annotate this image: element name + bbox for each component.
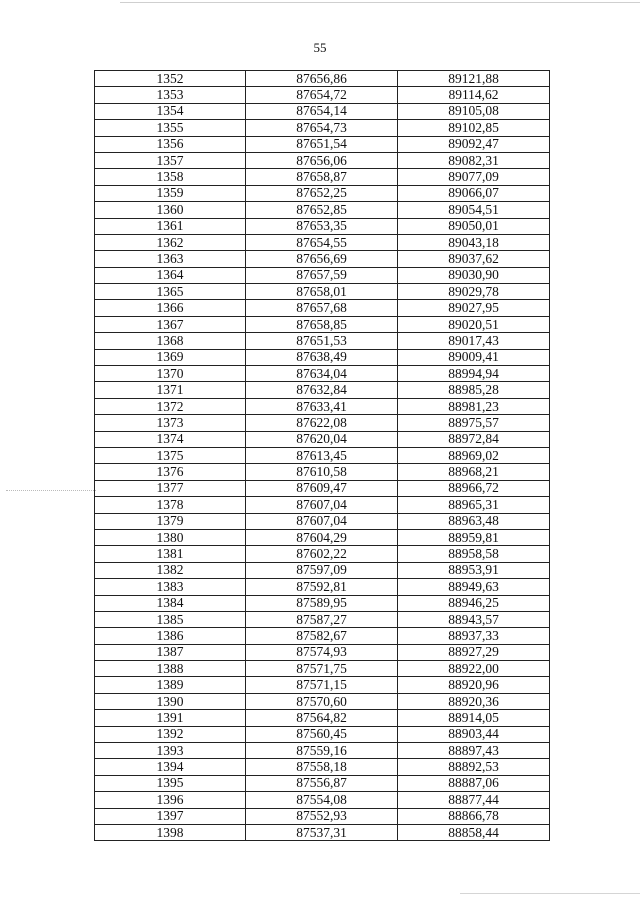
x-coordinate-cell: 87613,45: [246, 447, 398, 463]
table-row: [95, 234, 550, 250]
table-row: [95, 808, 550, 824]
y-coordinate-cell: 88953,91: [398, 562, 550, 578]
x-coordinate-cell: 87607,04: [246, 497, 398, 513]
x-coordinate-cell: 87654,55: [246, 234, 398, 250]
y-coordinate-cell: 88866,78: [398, 808, 550, 824]
table-row: [95, 579, 550, 595]
table-row: [95, 202, 550, 218]
table-row: [95, 726, 550, 742]
table-row: [95, 628, 550, 644]
point-number-cell: 1383: [95, 579, 246, 595]
table-row: [95, 152, 550, 168]
table-row: [95, 497, 550, 513]
y-coordinate-cell: 89029,78: [398, 284, 550, 300]
y-coordinate-cell: 89020,51: [398, 316, 550, 332]
y-coordinate-cell: 88920,36: [398, 693, 550, 709]
table-row: [95, 71, 550, 87]
table-row: [95, 284, 550, 300]
point-number-cell: 1387: [95, 644, 246, 660]
x-coordinate-cell: 87658,87: [246, 169, 398, 185]
table-row: [95, 136, 550, 152]
x-coordinate-cell: 87558,18: [246, 759, 398, 775]
table-row: [95, 415, 550, 431]
point-number-cell: 1356: [95, 136, 246, 152]
table-row: [95, 743, 550, 759]
x-coordinate-cell: 87657,59: [246, 267, 398, 283]
point-number-cell: 1381: [95, 546, 246, 562]
x-coordinate-cell: 87592,81: [246, 579, 398, 595]
table-row: [95, 267, 550, 283]
x-coordinate-cell: 87638,49: [246, 349, 398, 365]
table-row: [95, 316, 550, 332]
x-coordinate-cell: 87570,60: [246, 693, 398, 709]
point-number-cell: 1380: [95, 529, 246, 545]
x-coordinate-cell: 87651,54: [246, 136, 398, 152]
table-row: [95, 382, 550, 398]
x-coordinate-cell: 87587,27: [246, 611, 398, 627]
y-coordinate-cell: 88985,28: [398, 382, 550, 398]
table-row: [95, 513, 550, 529]
y-coordinate-cell: 88959,81: [398, 529, 550, 545]
point-number-cell: 1365: [95, 284, 246, 300]
coordinates-table: [94, 70, 550, 841]
x-coordinate-cell: 87654,73: [246, 120, 398, 136]
point-number-cell: 1395: [95, 775, 246, 791]
table-row: [95, 595, 550, 611]
table-row: [95, 120, 550, 136]
point-number-cell: 1370: [95, 366, 246, 382]
y-coordinate-cell: 88920,96: [398, 677, 550, 693]
table-row: [95, 251, 550, 267]
x-coordinate-cell: 87582,67: [246, 628, 398, 644]
y-coordinate-cell: 89050,01: [398, 218, 550, 234]
point-number-cell: 1363: [95, 251, 246, 267]
point-number-cell: 1362: [95, 234, 246, 250]
table-row: [95, 333, 550, 349]
x-coordinate-cell: 87571,15: [246, 677, 398, 693]
x-coordinate-cell: 87574,93: [246, 644, 398, 660]
y-coordinate-cell: 88981,23: [398, 398, 550, 414]
point-number-cell: 1355: [95, 120, 246, 136]
y-coordinate-cell: 89037,62: [398, 251, 550, 267]
point-number-cell: 1379: [95, 513, 246, 529]
table-row: [95, 103, 550, 119]
point-number-cell: 1375: [95, 447, 246, 463]
table-row: [95, 480, 550, 496]
x-coordinate-cell: 87609,47: [246, 480, 398, 496]
x-coordinate-cell: 87633,41: [246, 398, 398, 414]
point-number-cell: 1359: [95, 185, 246, 201]
point-number-cell: 1366: [95, 300, 246, 316]
point-number-cell: 1386: [95, 628, 246, 644]
x-coordinate-cell: 87654,72: [246, 87, 398, 103]
x-coordinate-cell: 87658,85: [246, 316, 398, 332]
x-coordinate-cell: 87654,14: [246, 103, 398, 119]
x-coordinate-cell: 87656,06: [246, 152, 398, 168]
y-coordinate-cell: 88994,94: [398, 366, 550, 382]
x-coordinate-cell: 87652,25: [246, 185, 398, 201]
y-coordinate-cell: 88897,43: [398, 743, 550, 759]
y-coordinate-cell: 89121,88: [398, 71, 550, 87]
y-coordinate-cell: 88937,33: [398, 628, 550, 644]
point-number-cell: 1390: [95, 693, 246, 709]
page-number: 55: [313, 40, 327, 55]
x-coordinate-cell: 87564,82: [246, 710, 398, 726]
table-row: [95, 431, 550, 447]
y-coordinate-cell: 89082,31: [398, 152, 550, 168]
x-coordinate-cell: 87658,01: [246, 284, 398, 300]
x-coordinate-cell: 87651,53: [246, 333, 398, 349]
table-row: [95, 300, 550, 316]
point-number-cell: 1358: [95, 169, 246, 185]
y-coordinate-cell: 88858,44: [398, 824, 550, 840]
x-coordinate-cell: 87653,35: [246, 218, 398, 234]
point-number-cell: 1352: [95, 71, 246, 87]
x-coordinate-cell: 87622,08: [246, 415, 398, 431]
point-number-cell: 1357: [95, 152, 246, 168]
table-row: [95, 775, 550, 791]
y-coordinate-cell: 88966,72: [398, 480, 550, 496]
table-row: [95, 464, 550, 480]
point-number-cell: 1360: [95, 202, 246, 218]
y-coordinate-cell: 88958,58: [398, 546, 550, 562]
point-number-cell: 1367: [95, 316, 246, 332]
point-number-cell: 1389: [95, 677, 246, 693]
y-coordinate-cell: 89102,85: [398, 120, 550, 136]
y-coordinate-cell: 89092,47: [398, 136, 550, 152]
point-number-cell: 1396: [95, 792, 246, 808]
table-row: [95, 693, 550, 709]
point-number-cell: 1371: [95, 382, 246, 398]
table-row: [95, 824, 550, 840]
point-number-cell: 1373: [95, 415, 246, 431]
point-number-cell: 1384: [95, 595, 246, 611]
y-coordinate-cell: 88922,00: [398, 661, 550, 677]
point-number-cell: 1394: [95, 759, 246, 775]
point-number-cell: 1388: [95, 661, 246, 677]
table-row: [95, 87, 550, 103]
x-coordinate-cell: 87656,69: [246, 251, 398, 267]
table-row: [95, 546, 550, 562]
x-coordinate-cell: 87560,45: [246, 726, 398, 742]
point-number-cell: 1397: [95, 808, 246, 824]
y-coordinate-cell: 89054,51: [398, 202, 550, 218]
point-number-cell: 1391: [95, 710, 246, 726]
table-row: [95, 792, 550, 808]
point-number-cell: 1385: [95, 611, 246, 627]
y-coordinate-cell: 88975,57: [398, 415, 550, 431]
y-coordinate-cell: 88968,21: [398, 464, 550, 480]
point-number-cell: 1378: [95, 497, 246, 513]
table-row: [95, 710, 550, 726]
table-row: [95, 529, 550, 545]
table-row: [95, 398, 550, 414]
scan-edge-bottom: [460, 893, 640, 894]
y-coordinate-cell: 88927,29: [398, 644, 550, 660]
point-number-cell: 1393: [95, 743, 246, 759]
x-coordinate-cell: 87597,09: [246, 562, 398, 578]
y-coordinate-cell: 89105,08: [398, 103, 550, 119]
table-row: [95, 218, 550, 234]
y-coordinate-cell: 89017,43: [398, 333, 550, 349]
point-number-cell: 1377: [95, 480, 246, 496]
y-coordinate-cell: 88887,06: [398, 775, 550, 791]
x-coordinate-cell: 87620,04: [246, 431, 398, 447]
x-coordinate-cell: 87607,04: [246, 513, 398, 529]
point-number-cell: 1364: [95, 267, 246, 283]
y-coordinate-cell: 88892,53: [398, 759, 550, 775]
table-row: [95, 349, 550, 365]
table-row: [95, 169, 550, 185]
y-coordinate-cell: 88965,31: [398, 497, 550, 513]
table-row: [95, 759, 550, 775]
x-coordinate-cell: 87556,87: [246, 775, 398, 791]
x-coordinate-cell: 87589,95: [246, 595, 398, 611]
y-coordinate-cell: 89030,90: [398, 267, 550, 283]
x-coordinate-cell: 87652,85: [246, 202, 398, 218]
x-coordinate-cell: 87554,08: [246, 792, 398, 808]
y-coordinate-cell: 88972,84: [398, 431, 550, 447]
y-coordinate-cell: 89043,18: [398, 234, 550, 250]
y-coordinate-cell: 88963,48: [398, 513, 550, 529]
point-number-cell: 1353: [95, 87, 246, 103]
table-row: [95, 366, 550, 382]
point-number-cell: 1354: [95, 103, 246, 119]
scan-mark-left: [6, 490, 96, 492]
y-coordinate-cell: 89114,62: [398, 87, 550, 103]
point-number-cell: 1382: [95, 562, 246, 578]
point-number-cell: 1369: [95, 349, 246, 365]
point-number-cell: 1372: [95, 398, 246, 414]
y-coordinate-cell: 88969,02: [398, 447, 550, 463]
table-row: [95, 677, 550, 693]
y-coordinate-cell: 89009,41: [398, 349, 550, 365]
y-coordinate-cell: 89027,95: [398, 300, 550, 316]
y-coordinate-cell: 89066,07: [398, 185, 550, 201]
table-row: [95, 644, 550, 660]
table-row: [95, 562, 550, 578]
y-coordinate-cell: 88943,57: [398, 611, 550, 627]
y-coordinate-cell: 88877,44: [398, 792, 550, 808]
x-coordinate-cell: 87559,16: [246, 743, 398, 759]
y-coordinate-cell: 89077,09: [398, 169, 550, 185]
scan-edge-top: [120, 2, 640, 3]
x-coordinate-cell: 87602,22: [246, 546, 398, 562]
x-coordinate-cell: 87657,68: [246, 300, 398, 316]
x-coordinate-cell: 87552,93: [246, 808, 398, 824]
point-number-cell: 1392: [95, 726, 246, 742]
x-coordinate-cell: 87634,04: [246, 366, 398, 382]
point-number-cell: 1374: [95, 431, 246, 447]
table-row: [95, 661, 550, 677]
point-number-cell: 1376: [95, 464, 246, 480]
x-coordinate-cell: 87571,75: [246, 661, 398, 677]
x-coordinate-cell: 87656,86: [246, 71, 398, 87]
y-coordinate-cell: 88949,63: [398, 579, 550, 595]
point-number-cell: 1361: [95, 218, 246, 234]
x-coordinate-cell: 87537,31: [246, 824, 398, 840]
y-coordinate-cell: 88903,44: [398, 726, 550, 742]
y-coordinate-cell: 88946,25: [398, 595, 550, 611]
table-row: [95, 611, 550, 627]
x-coordinate-cell: 87632,84: [246, 382, 398, 398]
point-number-cell: 1398: [95, 824, 246, 840]
y-coordinate-cell: 88914,05: [398, 710, 550, 726]
table-body: [95, 71, 550, 841]
x-coordinate-cell: 87604,29: [246, 529, 398, 545]
table-row: [95, 185, 550, 201]
x-coordinate-cell: 87610,58: [246, 464, 398, 480]
point-number-cell: 1368: [95, 333, 246, 349]
table-row: [95, 447, 550, 463]
